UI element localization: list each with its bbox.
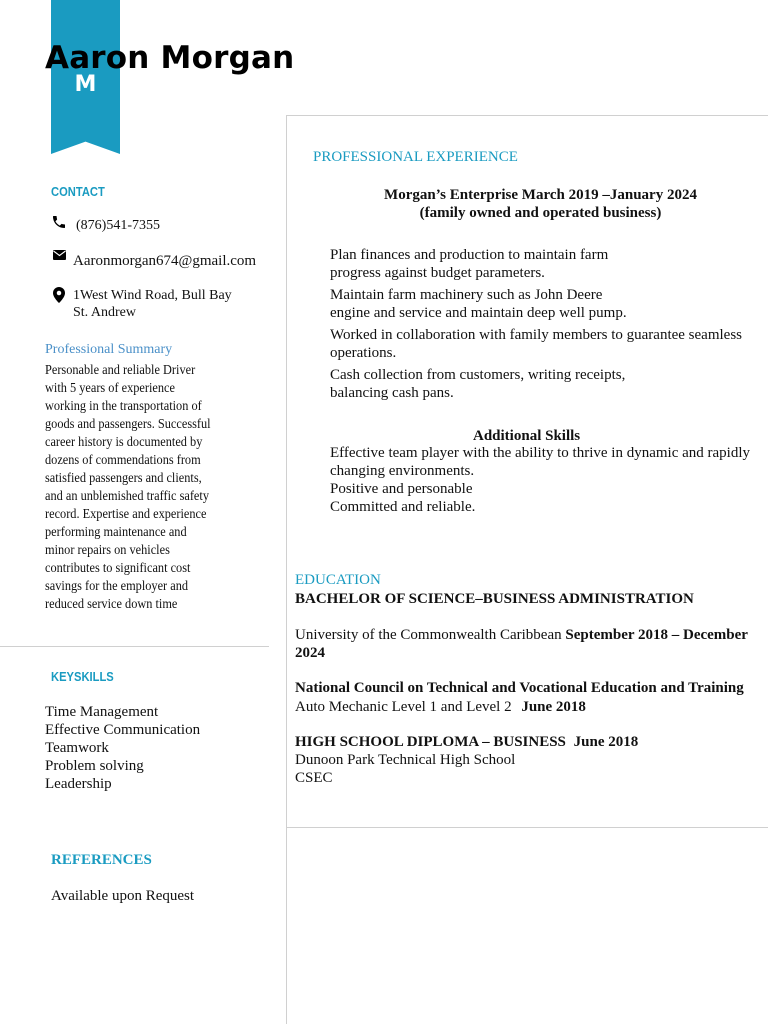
- summary-line: performing maintenance and: [45, 525, 187, 540]
- duty-line: operations.: [330, 345, 397, 361]
- candidate-name: Aaron Morgan: [45, 40, 295, 76]
- contact-phone: (876)541-7355: [76, 218, 160, 233]
- additional-skills-heading: Additional Skills: [473, 428, 581, 444]
- bottom-divider: [286, 827, 768, 828]
- summary-text: [45, 362, 225, 614]
- hs-exam: CSEC: [295, 770, 333, 786]
- duty-line: Plan finances and production to maintain farm: [330, 247, 609, 263]
- summary-line: and an unblemished traffic safety: [45, 489, 209, 504]
- summary-line: savings for the employer and: [45, 579, 189, 594]
- summary-line: career history is documented by: [45, 435, 203, 450]
- duty-item: [330, 246, 742, 282]
- duty-item: [330, 286, 742, 322]
- sidebar-divider: [0, 646, 269, 647]
- keyskill-item: Problem solving: [45, 758, 144, 774]
- keyskill-item: Teamwork: [45, 740, 109, 756]
- summary-line: with 5 years of experience: [45, 381, 175, 396]
- keyskills-list: [45, 703, 200, 793]
- additional-skill-item: Effective team player with the ability to thrive in dynamic and rapidly: [330, 445, 751, 461]
- duty-line: Maintain farm machinery such as John Deere: [330, 287, 603, 303]
- job-subtitle: (family owned and operated business): [419, 205, 662, 221]
- degree-title: BACHELOR OF SCIENCE–BUSINESS ADMINISTRATION: [295, 591, 694, 607]
- contact-heading: CONTACT: [51, 184, 105, 199]
- summary-line: goods and passengers. Successful: [45, 417, 211, 432]
- email-icon: [53, 250, 66, 260]
- duty-line: engine and service and maintain deep well pump.: [330, 305, 627, 321]
- summary-line: satisfied passengers and clients,: [45, 471, 202, 486]
- keyskills-heading: KEYSKILLS: [51, 669, 114, 684]
- summary-line: dozens of commendations from: [45, 453, 201, 468]
- university-dates-end: 2024: [295, 645, 325, 661]
- summary-line: working in the transportation of: [45, 399, 202, 414]
- contact-address-line1: 1West Wind Road, Bull Bay: [73, 288, 232, 303]
- contact-email: Aaronmorgan674@gmail.com: [73, 253, 257, 269]
- university-name: University of the Commonwealth Caribbean: [295, 627, 562, 643]
- hs-title: HIGH SCHOOL DIPLOMA – BUSINESS: [295, 734, 566, 750]
- duty-line: Worked in collaboration with family members to guarantee seamless: [330, 327, 743, 343]
- council-course: Auto Mechanic Level 1 and Level 2: [295, 699, 512, 715]
- summary-line: Personable and reliable Driver: [45, 363, 196, 378]
- duty-item: [330, 326, 742, 362]
- hs-entry: [295, 733, 638, 751]
- job-duties: [330, 246, 742, 406]
- university-dates: September 2018 – December: [565, 627, 748, 643]
- references-text: Available upon Request: [51, 888, 195, 904]
- additional-skill-item: changing environments.: [330, 463, 475, 479]
- duty-line: balancing cash pans.: [330, 385, 454, 401]
- additional-skills-list: [330, 444, 750, 516]
- experience-heading: PROFESSIONAL EXPERIENCE: [313, 149, 518, 165]
- council-date: June 2018: [521, 699, 586, 715]
- duty-item: [330, 366, 742, 402]
- phone-icon: [51, 214, 67, 230]
- council-name: National Council on Technical and Vocational Education and Training: [295, 680, 744, 696]
- hs-date: June 2018: [573, 734, 639, 750]
- job-title: Morgan’s Enterprise March 2019 –January 2024: [384, 187, 697, 203]
- location-pin-icon: [53, 287, 65, 303]
- summary-line: minor repairs on vehicles: [45, 543, 170, 558]
- hs-school: Dunoon Park Technical High School: [295, 752, 516, 768]
- additional-skill-item: Committed and reliable.: [330, 499, 476, 515]
- keyskill-item: Effective Communication: [45, 722, 201, 738]
- column-divider: [286, 115, 287, 1024]
- contact-address-line2: St. Andrew: [73, 305, 136, 320]
- education-heading: EDUCATION: [295, 572, 381, 588]
- council-entry: [295, 698, 586, 716]
- references-heading: REFERENCES: [51, 852, 152, 868]
- ribbon-initial: M: [74, 72, 97, 97]
- duty-line: Cash collection from customers, writing receipts,: [330, 367, 626, 383]
- duty-line: progress against budget parameters.: [330, 265, 545, 281]
- summary-line: record. Expertise and experience: [45, 507, 207, 522]
- keyskill-item: Time Management: [45, 704, 159, 720]
- keyskill-item: Leadership: [45, 776, 112, 792]
- summary-line: contributes to significant cost: [45, 561, 191, 576]
- summary-heading: Professional Summary: [45, 342, 173, 357]
- top-divider: [286, 115, 768, 116]
- additional-skill-item: Positive and personable: [330, 481, 473, 497]
- university-entry: [295, 626, 748, 644]
- summary-line: reduced service down time: [45, 597, 178, 612]
